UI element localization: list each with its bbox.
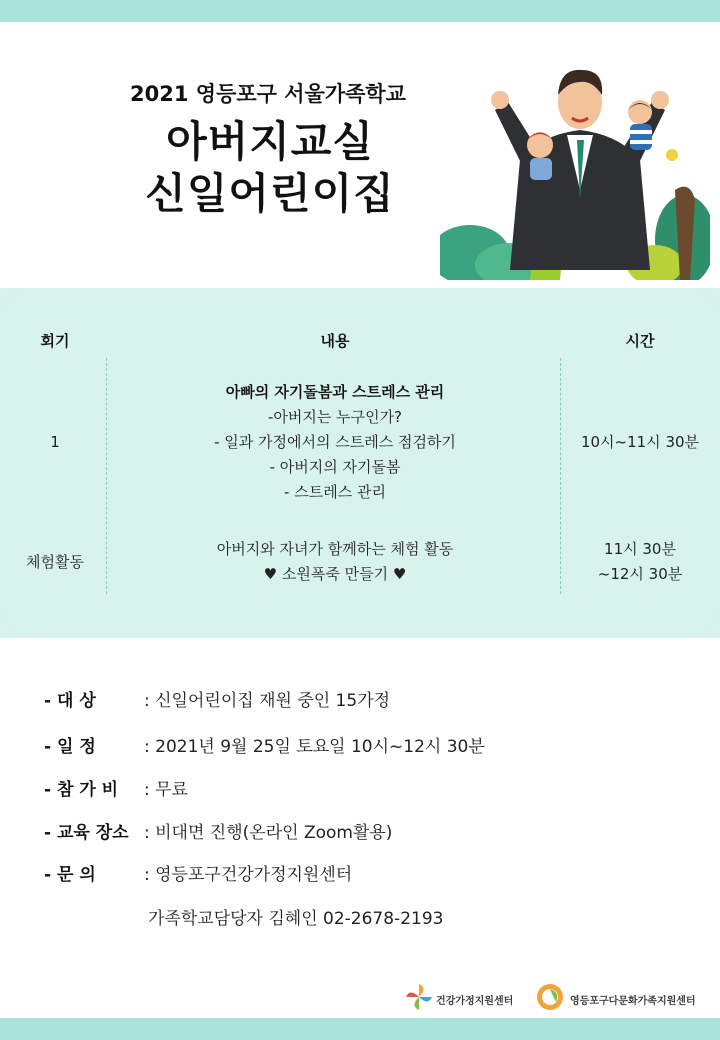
contact-person: 가족학교담당자 김혜인 02-2678-2193 [148, 909, 444, 929]
row-2-time [575, 537, 705, 587]
row-1-session: 1 [50, 433, 60, 451]
pinwheel-logo-icon [404, 982, 434, 1012]
row-1-content-line: - 아버지의 자기돌봄 [269, 458, 401, 476]
father-children-illustration [440, 40, 710, 280]
bottom-color-band [0, 1018, 720, 1040]
title-line-2: 신일어린이집 [145, 169, 395, 218]
info-label: - 참 가 비 [44, 780, 119, 800]
logo-right-name: 영등포구다문화가족지원센터 [570, 996, 696, 1007]
row-2-time-line: 11시 30분 [604, 540, 676, 558]
info-contact [44, 860, 352, 885]
program-subtitle: 2021 영등포구 서울가족학교 [130, 82, 406, 106]
row-2-content-line: ♥ 소원폭죽 만들기 ♥ [263, 565, 407, 583]
info-label: - 대 상 [44, 691, 96, 711]
info-label: - 교육 장소 [44, 823, 129, 843]
info-venue [44, 818, 392, 843]
row-2-time-line: ~12시 30분 [597, 565, 683, 583]
row-2-session: 체험활동 [26, 553, 84, 571]
info-date [44, 732, 485, 757]
logo-family-support-center [400, 972, 530, 1016]
column-divider [560, 358, 561, 594]
info-label: - 문 의 [44, 865, 96, 885]
row-2-content [120, 537, 550, 587]
column-divider [106, 358, 107, 594]
row-1-content-title: 아빠의 자기돌봄과 스트레스 관리 [225, 383, 445, 401]
title-line-1: 아버지교실 [166, 117, 374, 166]
top-color-band [0, 0, 720, 22]
row-1-content [120, 380, 550, 505]
info-value: : 영등포구건강가정지원센터 [144, 865, 353, 885]
header-time: 시간 [625, 332, 655, 350]
logo-multicultural-center [534, 972, 706, 1016]
info-fee [44, 775, 188, 800]
swirl-logo-icon [534, 982, 566, 1012]
header-session: 회기 [40, 332, 70, 350]
header-content: 내용 [320, 332, 350, 350]
info-value: : 비대면 진행(온라인 Zoom활용) [144, 823, 393, 843]
info-value: : 신일어린이집 재원 중인 15가정 [144, 691, 391, 711]
row-1-content-line: - 일과 가정에서의 스트레스 점검하기 [214, 433, 456, 451]
info-label: - 일 정 [44, 737, 96, 757]
info-value: : 2021년 9월 25일 토요일 10시~12시 30분 [144, 737, 485, 757]
info-value: : 무료 [144, 780, 188, 800]
info-target [44, 686, 390, 711]
row-1-content-line: -아버지는 누구인가? [267, 408, 403, 426]
program-title [100, 116, 440, 220]
row-1-content-line: - 스트레스 관리 [284, 483, 386, 501]
row-1-time: 10시~11시 30분 [580, 433, 700, 451]
logo-left-name: 건강가정지원센터 [436, 996, 514, 1007]
row-2-content-line: 아버지와 자녀가 함께하는 체험 활동 [216, 540, 454, 558]
